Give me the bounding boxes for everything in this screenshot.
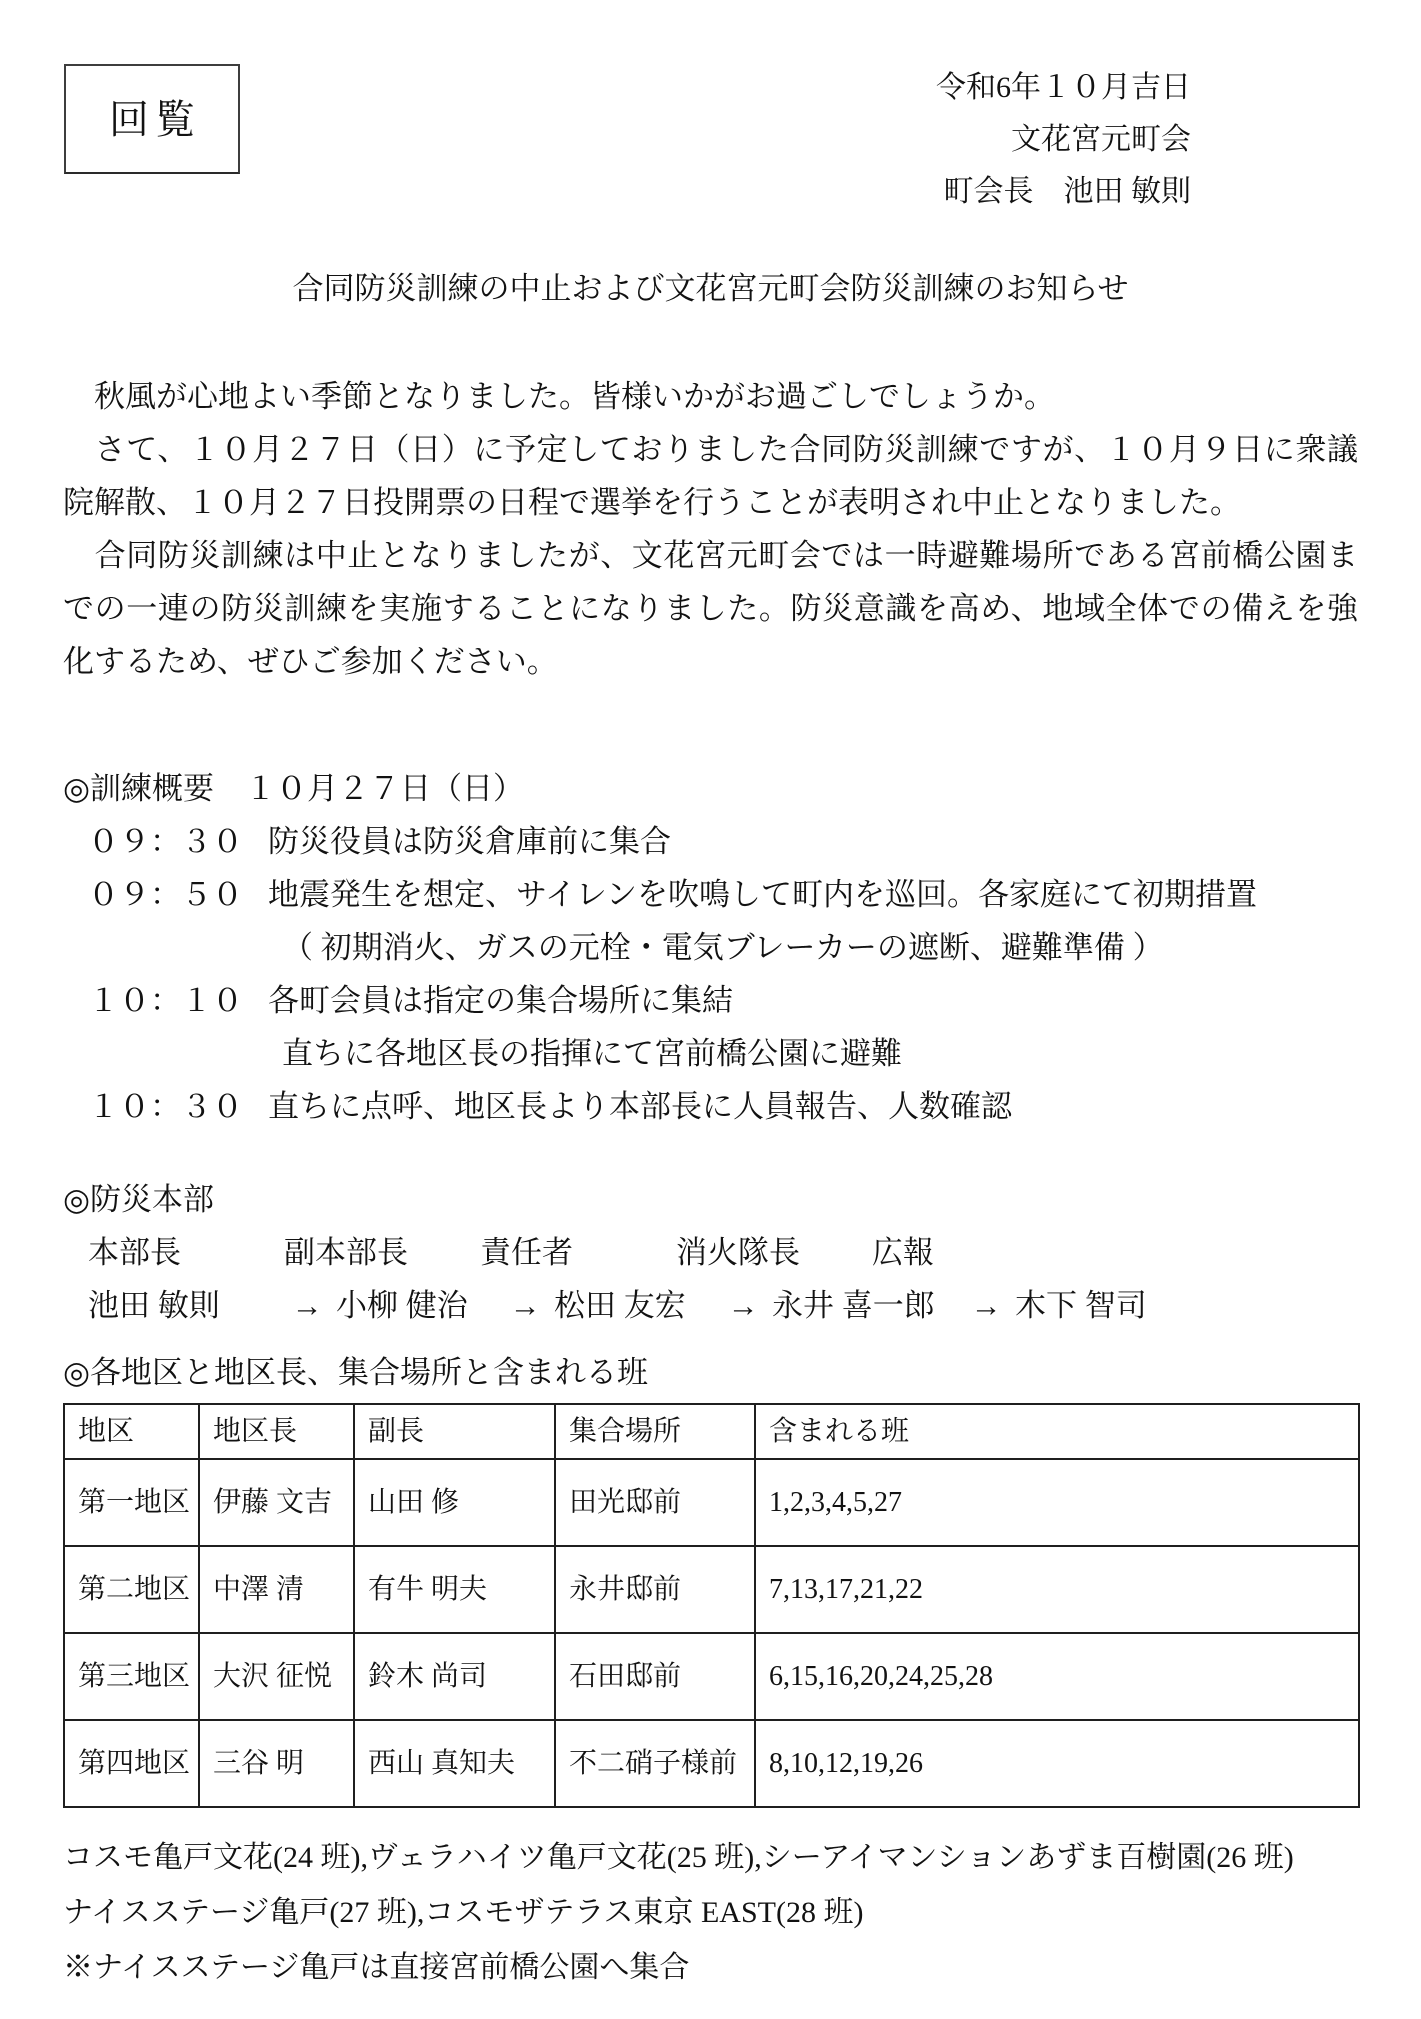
table-header-cell: 副長 [354,1404,555,1459]
arrow-separator: → [509,1288,541,1323]
hq-role: 消火隊長 [676,1235,800,1270]
table-header-cell: 地区 [64,1404,199,1459]
hq-name: 松田 友宏 [554,1288,686,1323]
table-header-cell: 含まれる班 [755,1404,1359,1459]
table-row [64,1720,1359,1807]
table-cell-district: 第四地区 [64,1720,199,1807]
document-title: 合同防災訓練の中止および文花宮元町会防災訓練のお知らせ [292,271,1129,306]
document-body [0,370,1421,1995]
schedule-row [63,974,1358,1027]
schedule-text: 各町会員は指定の集合場所に集結 [268,983,733,1018]
table-cell-leader: 中澤 清 [199,1546,354,1633]
table-cell-groups: 7,13,17,21,22 [755,1546,1359,1633]
circulation-label: 回覧 [109,96,201,142]
schedule-row [63,815,1358,868]
table-cell-district: 第二地区 [64,1546,199,1633]
table-row [64,1459,1359,1546]
hq-roles-row [63,1226,1358,1279]
schedule-row [63,921,1358,974]
arrow-separator: → [727,1288,759,1323]
table-cell-meeting-place: 石田邸前 [555,1633,755,1720]
districts-table-heading: ◎各地区と地区長、集合場所と含まれる班 [63,1355,649,1390]
schedule-time: １０：３０ [88,1089,243,1124]
table-cell-district: 第三地区 [64,1633,199,1720]
circulation-stamp-box [64,64,240,174]
table-cell-deputy: 鈴木 尚司 [354,1633,555,1720]
schedule-time: １０：１０ [88,983,243,1018]
table-cell-deputy: 西山 真知夫 [354,1720,555,1807]
table-header-cell: 集合場所 [555,1404,755,1459]
table-row [64,1546,1359,1633]
note-line-1: コスモ亀戸文花(24 班),ヴェラハイツ亀戸文花(25 班),シーアイマンションあずま百樹園(26 班) [63,1841,1294,1874]
table-cell-meeting-place: 田光邸前 [555,1459,755,1546]
schedule-time [88,1027,246,1080]
table-header-row [64,1404,1359,1459]
table-cell-leader: 三谷 明 [199,1720,354,1807]
hq-role: 広報 [872,1235,934,1270]
schedule-text: 地震発生を想定、サイレンを吹鳴して町内を巡回。各家庭にて初期措置 [268,877,1258,912]
hq-name: 木下 智司 [1015,1288,1147,1323]
issuer-block [936,62,1191,218]
districts-table [63,1403,1360,1808]
hq-role: 責任者 [480,1235,573,1270]
table-row [64,1633,1359,1720]
schedule-text: 防災役員は防災倉庫前に集合 [268,824,671,859]
schedule-text: （ 初期消火、ガスの元栓・電気ブレーカーの遮断、避難準備 ） [282,930,1164,965]
schedule-text: 直ちに点呼、地区長より本部長に人員報告、人数確認 [268,1089,1012,1124]
intro-paragraph-2: さて、１０月２７日（日）に予定しておりました合同防災訓練ですが、１０月９日に衆議院解散、１０月２７日投開票の日程で選挙を行うことが表明され中止となりました。 [63,432,1358,520]
intro-paragraph-1: 秋風が心地よい季節となりました。皆様いかがお過ごしでしょうか。 [63,379,1055,414]
table-cell-leader: 伊藤 文吉 [199,1459,354,1546]
table-cell-groups: 6,15,16,20,24,25,28 [755,1633,1359,1720]
hq-names-row [63,1279,1358,1332]
hq-name: 池田 敏則 [88,1288,220,1323]
schedule-row [63,868,1358,921]
table-cell-leader: 大沢 征悦 [199,1633,354,1720]
issue-date: 令和6年１０月吉日 [936,71,1191,104]
note-line-2: ナイスステージ亀戸(27 班),コスモザテラス東京 EAST(28 班) [63,1896,864,1929]
table-header-cell: 地区長 [199,1404,354,1459]
organization-name: 文花宮元町会 [1011,123,1191,156]
chairman-name: 町会長 池田 敏則 [943,175,1191,208]
schedule-row [63,1080,1358,1133]
arrow-separator: → [291,1288,323,1323]
schedule-time: ０９：３０ [88,824,243,859]
table-cell-deputy: 有牛 明夫 [354,1546,555,1633]
table-cell-district: 第一地区 [64,1459,199,1546]
schedule-row [63,1027,1358,1080]
intro-section [63,370,1358,688]
schedule-heading: ◎訓練概要 １０月２７日（日） [63,771,525,806]
table-cell-meeting-place: 不二硝子様前 [555,1720,755,1807]
table-cell-deputy: 山田 修 [354,1459,555,1546]
schedule-time [88,921,246,974]
table-cell-meeting-place: 永井邸前 [555,1546,755,1633]
notes-section [63,1830,1358,1995]
hq-name: 永井 喜一郎 [772,1288,935,1323]
hq-heading: ◎防災本部 [63,1182,215,1217]
hq-role: 本部長 [88,1235,181,1270]
arrow-separator: → [970,1288,1002,1323]
schedule-list [63,815,1358,1133]
hq-role: 副本部長 [284,1235,408,1270]
hq-name: 小柳 健治 [336,1288,468,1323]
table-cell-groups: 1,2,3,4,5,27 [755,1459,1359,1546]
schedule-text: 直ちに各地区長の指揮にて宮前橋公園に避難 [282,1036,902,1071]
intro-paragraph-3: 合同防災訓練は中止となりましたが、文花宮元町会では一時避難場所である宮前橋公園までの一連の防災訓練を実施することになりました。防災意識を高め、地域全体での備えを強化するため、ぜひご参加ください。 [63,538,1358,679]
document-header [0,0,1421,252]
note-line-3: ※ナイスステージ亀戸は直接宮前橋公園へ集合 [63,1951,690,1984]
schedule-time: ０９：５０ [88,877,243,912]
table-cell-groups: 8,10,12,19,26 [755,1720,1359,1807]
